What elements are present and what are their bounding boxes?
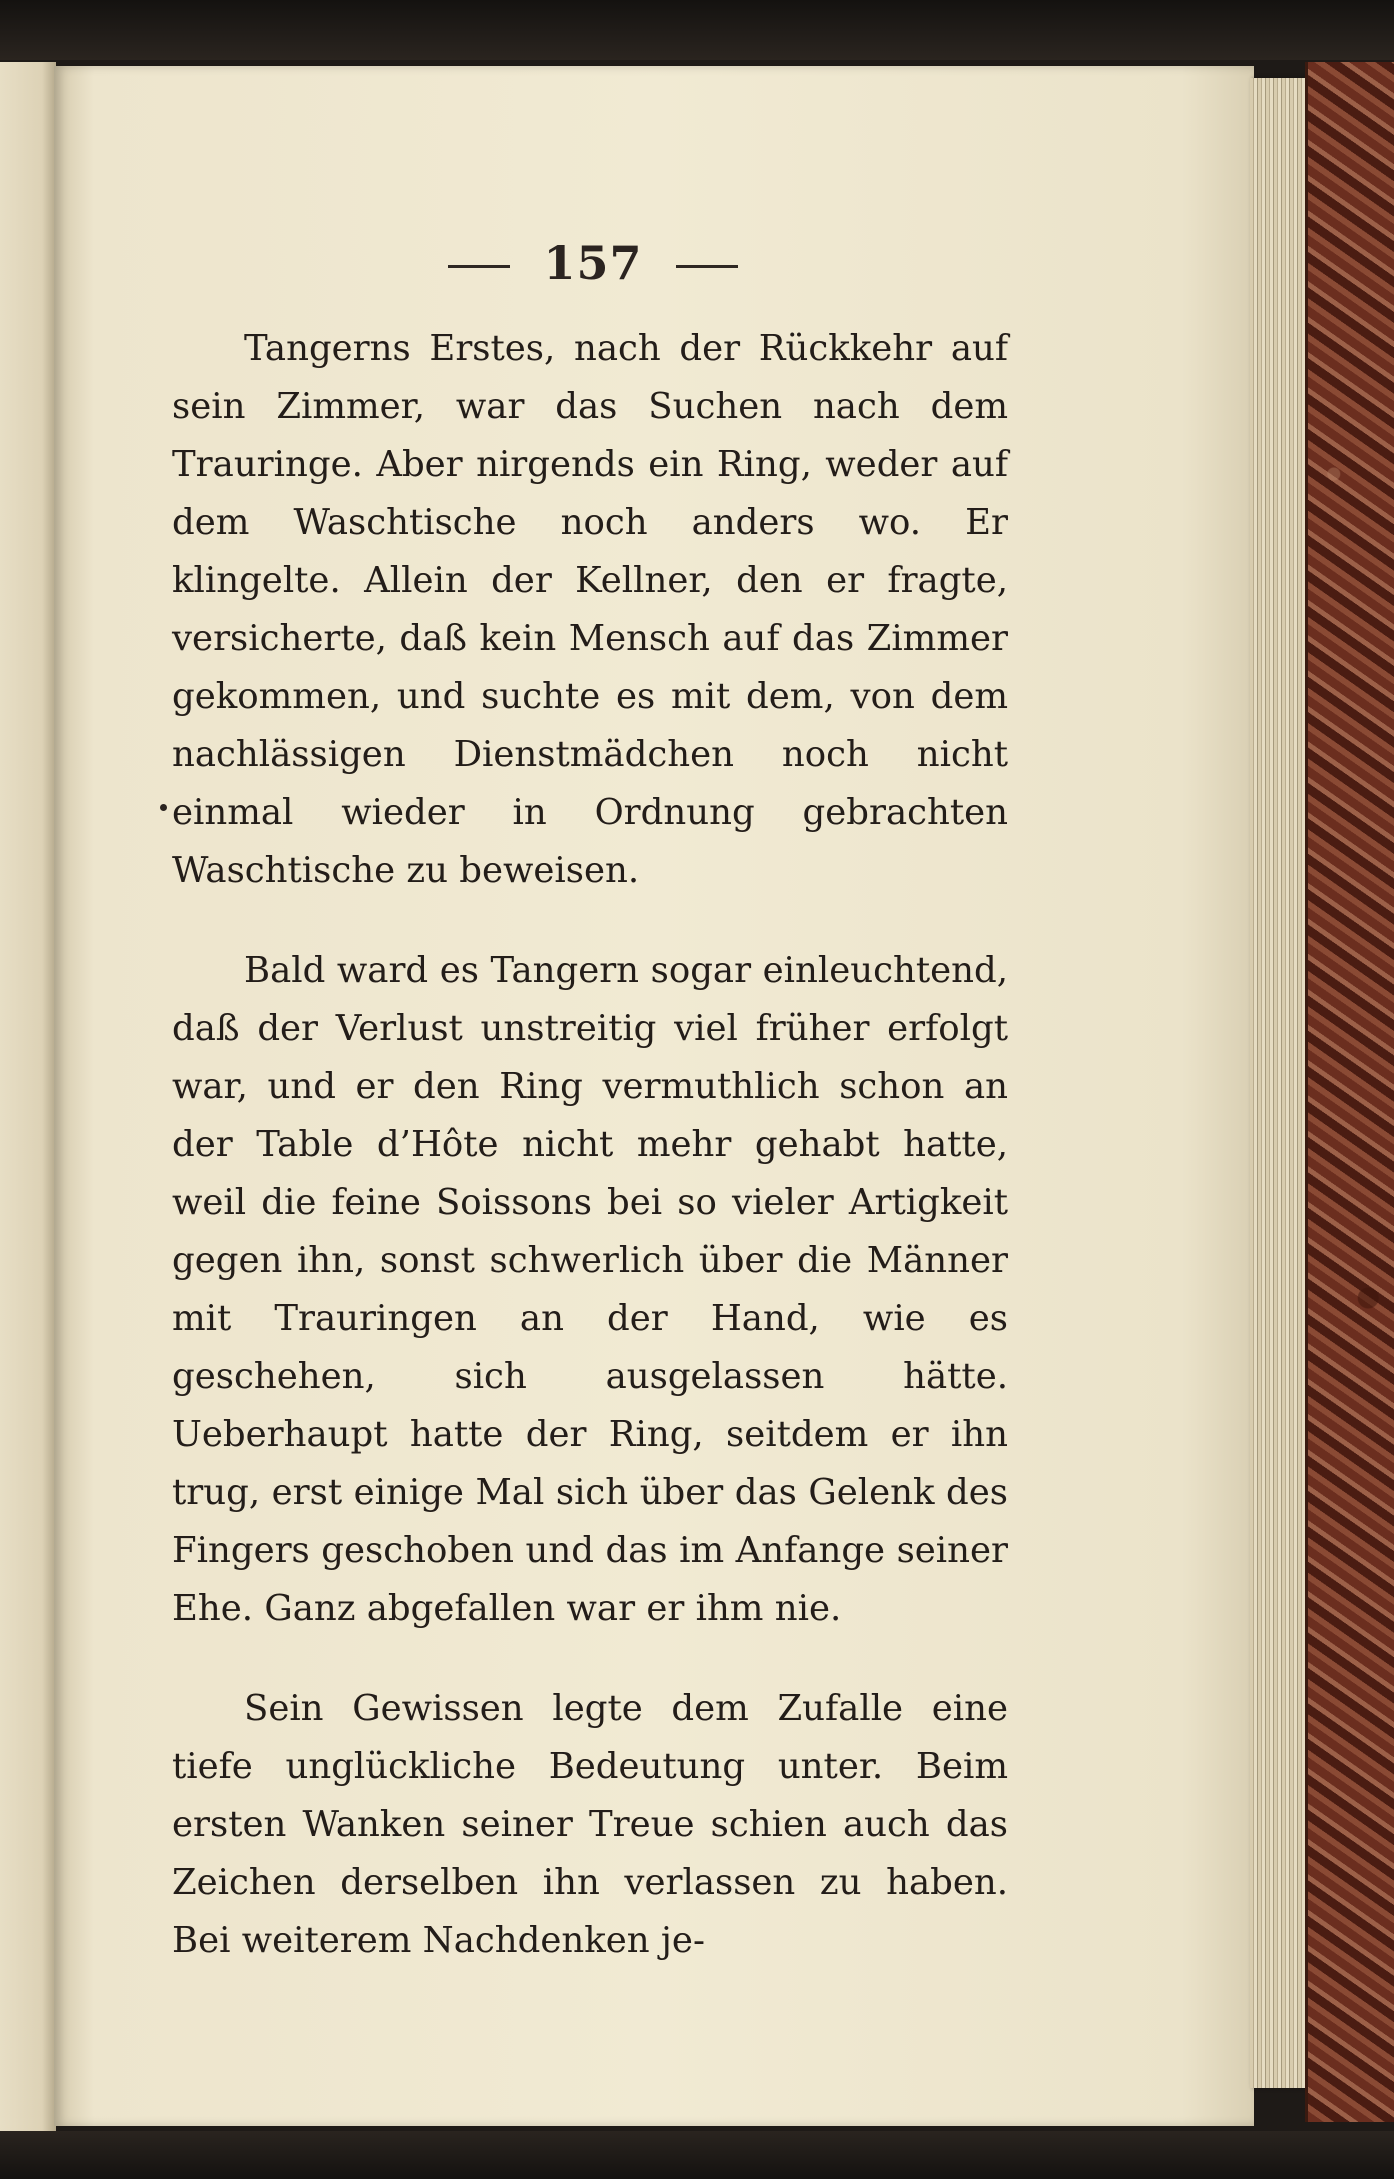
marbled-book-cover <box>1305 62 1394 2122</box>
header-dash-right <box>676 265 738 268</box>
body-text <box>172 320 1008 1970</box>
scan-top-border <box>0 0 1394 60</box>
paragraph-1: Tangerns Erstes, nach der Rückkehr auf sein Zimmer, war das Suchen nach dem Trauringe. Aber nirgends ein Ring, weder auf dem Waschtische noch anders wo. Er klingelte. Allein der Kellner, den er fragte, versicherte, daß kein Mensch auf das Zimmer gekommen, und suchte es mit dem, von dem nachlässigen Dienstmädchen noch nicht einmal wieder in Ordnung gebrachten Waschtische zu beweisen. <box>172 328 1008 891</box>
header-dash-left <box>448 265 510 268</box>
previous-page-edge <box>0 62 56 2132</box>
page-header <box>448 236 738 290</box>
page-number: 157 <box>543 236 643 290</box>
paragraph-2: Bald ward es Tangern sogar einleuchtend, daß der Verlust unstreitig viel früher erfolgt war, und er den Ring vermuthlich schon an der Table d’Hôte nicht mehr gehabt hatte, weil die feine Soissons bei so vieler Artigkeit gegen ihn, sonst schwerlich über die Männer mit Trauringen an der Hand, wie es geschehen, sich ausgelassen hätte. Ueberhaupt hatte der Ring, seitdem er ihn trug, erst einige Mal sich über das Gelenk des Fingers geschoben und das im Anfange seiner Ehe. Ganz abgefallen war er ihm nie. <box>172 950 1008 1629</box>
page-stack-edges <box>1250 78 1306 2088</box>
scan-bottom-border <box>0 2131 1394 2179</box>
ink-speck <box>160 804 167 811</box>
paragraph-3: Sein Gewissen legte dem Zufalle eine tiefe unglückliche Bedeutung unter. Beim ersten Wanken seiner Treue schien auch das Zeichen derselben ihn verlassen zu haben. Bei weiterem Nachdenken je- <box>172 1688 1008 1961</box>
